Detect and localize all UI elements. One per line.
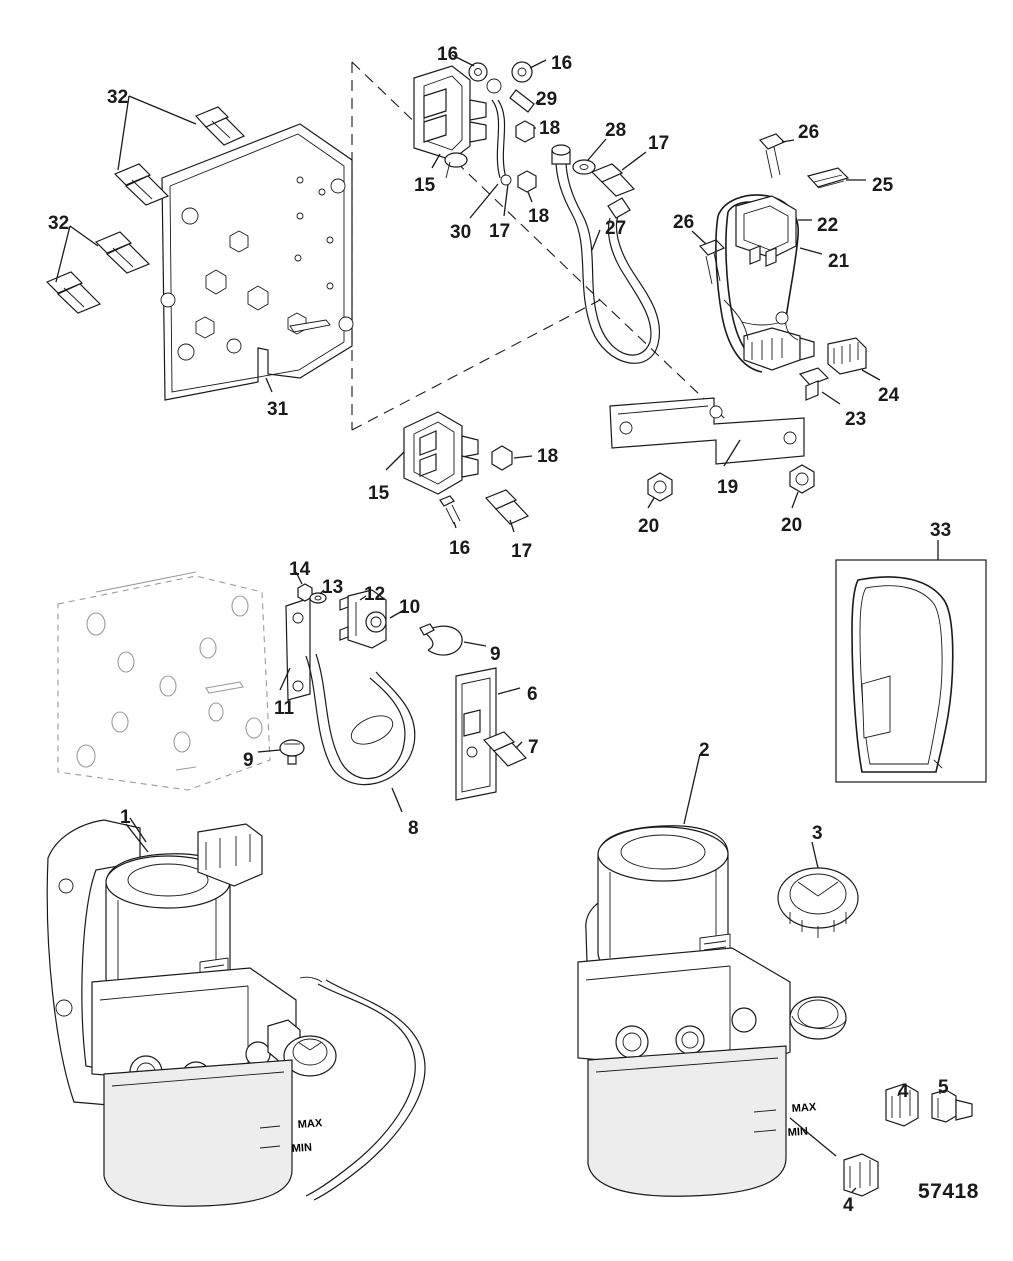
callout-21: 21 (828, 251, 850, 272)
callout-20: 20 (781, 515, 803, 536)
callout-4: 4 (898, 1081, 909, 1102)
callout-32: 32 (48, 213, 70, 234)
callout-7: 7 (528, 737, 539, 758)
callout-30: 30 (450, 222, 472, 243)
callout-26: 26 (798, 122, 820, 143)
callout-33: 33 (930, 520, 952, 541)
callout-10: 10 (399, 597, 421, 618)
callout-18: 18 (539, 118, 561, 139)
callout-19: 19 (717, 477, 739, 498)
callout-16: 16 (437, 44, 459, 65)
callout-13: 13 (322, 577, 344, 598)
callout-5: 5 (938, 1077, 949, 1098)
callout-6: 6 (527, 684, 538, 705)
callout-15: 15 (414, 175, 436, 196)
callout-11: 11 (274, 698, 295, 719)
callout-3: 3 (812, 823, 823, 844)
callout-25: 25 (872, 175, 894, 196)
callout-2: 2 (699, 740, 710, 761)
callout-28: 28 (605, 120, 627, 141)
part-19-bracket (610, 398, 814, 508)
drawing-number: 57418 (918, 1180, 979, 1203)
callout-17: 17 (648, 133, 670, 154)
callout-27: 27 (605, 218, 627, 239)
part-2-pump-assembly-right (578, 754, 972, 1196)
callout-4: 4 (843, 1195, 854, 1216)
callout-20: 20 (638, 516, 660, 537)
callout-1: 1 (120, 807, 131, 828)
callout-15: 15 (368, 483, 390, 504)
callout-9: 9 (490, 644, 501, 665)
callout-16: 16 (551, 53, 573, 74)
callout-26: 26 (673, 212, 695, 233)
part-33-cover (836, 540, 986, 782)
svg-text:MAX: MAX (791, 1101, 817, 1115)
svg-text:MAX: MAX (297, 1117, 323, 1131)
callout-8: 8 (408, 818, 419, 839)
callout-31: 31 (267, 399, 289, 420)
callout-12: 12 (364, 584, 386, 605)
part-21-22-relay-bracket (716, 168, 880, 404)
callout-29: 29 (536, 89, 558, 110)
part-15-lower-valve (386, 412, 532, 532)
parts-10-14-group (258, 572, 526, 812)
callout-14: 14 (289, 559, 311, 580)
part-31-mounting-plate (161, 124, 353, 400)
callout-24: 24 (878, 385, 900, 406)
callout-9: 9 (243, 750, 254, 771)
ghost-mounting-plate (58, 572, 270, 790)
svg-text:MIN: MIN (291, 1141, 313, 1155)
callout-32: 32 (107, 87, 129, 108)
callout-17: 17 (489, 221, 511, 242)
callout-17: 17 (511, 541, 533, 562)
callout-18: 18 (537, 446, 559, 467)
part-1-pump-assembly-left (47, 818, 425, 1206)
callout-18: 18 (528, 206, 550, 227)
callout-23: 23 (845, 409, 867, 430)
callout-16: 16 (449, 538, 471, 559)
callout-22: 22 (817, 215, 839, 236)
svg-text:MIN: MIN (787, 1125, 809, 1139)
